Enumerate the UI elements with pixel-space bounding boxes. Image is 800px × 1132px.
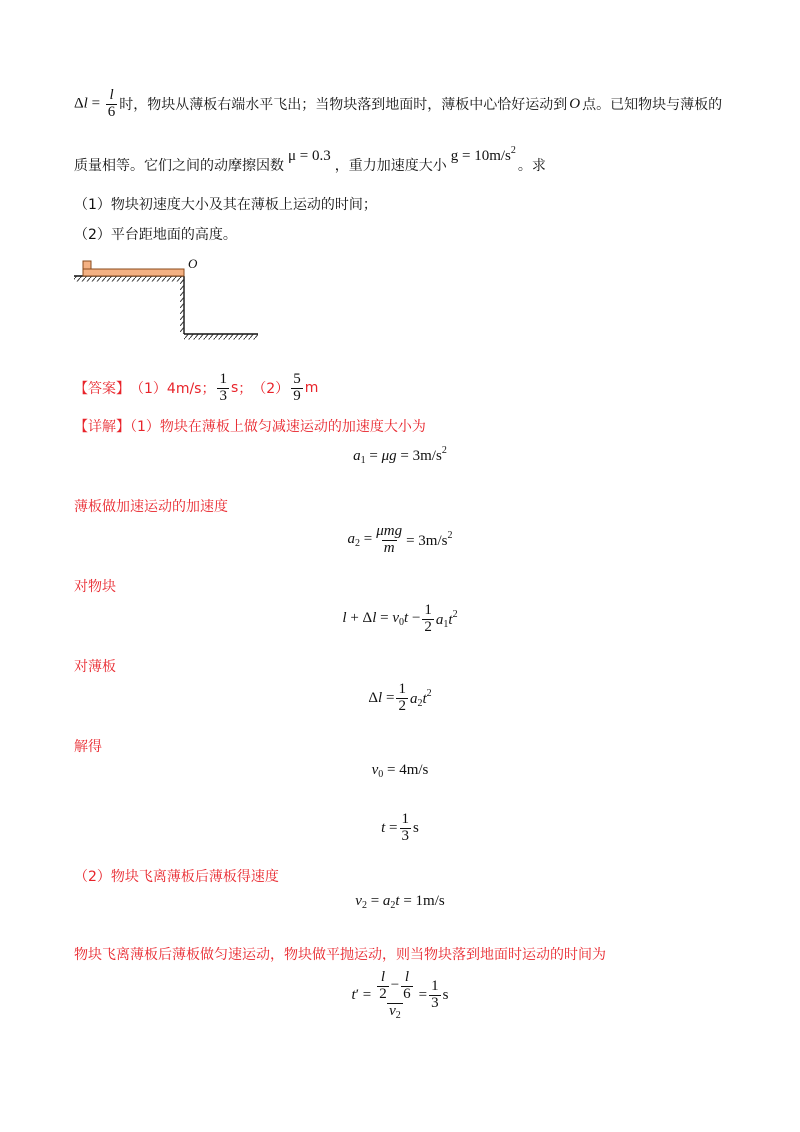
small-block [83,261,91,269]
solution-step-2: 薄板做加速运动的加速度 [74,499,228,515]
g-expression: $g = 10m/s^2$ [450,145,516,164]
equation-t-prime: t′ = $\frac{l}{2}$ − $\frac{l}{6}$ $v_2$ = $\frac{1}{3}$ s [351,969,449,1021]
equation-v0: $v_0 = 4m/s$ [371,762,429,780]
delta-l-expression: Δl = $\frac{l}{6}$ [74,86,116,120]
answer-part-2: （2） [252,381,290,397]
answer-time-unit: s [230,380,239,396]
solution-step-7: 物块飞离薄板后薄板做匀速运动，物块做平抛运动，则当物块落到地面时运动的时间为 [74,947,606,963]
answer-tag: 【答案】 [74,381,130,397]
solution-step-6: （2）物块飞离薄板后薄板得速度 [74,869,279,885]
answer-part-1: （1）4m/s； [130,381,216,397]
solution-step-5: 解得 [74,739,102,755]
platform-wall [180,276,184,334]
answer-line [74,368,318,408]
ground-floor [184,334,258,340]
answer-height-fraction: $\frac{5}{9}$ [293,370,301,404]
platform-ground [74,276,184,282]
problem-line-1 [74,84,722,124]
question-1: （1）物块初速度大小及其在薄板上运动的时间； [74,197,377,213]
equation-t: t = $\frac{1}{3}$ s [381,811,419,844]
problem-line-2 [74,145,546,175]
solution-step-1 [74,416,426,436]
solution-step-4: 对薄板 [74,659,116,675]
equation-block-displacement: $l + \Delta l = v_0t$ − $\frac{1}{2}$ $a_1t^2$ [342,602,458,635]
answer-height-unit: m [304,380,319,396]
figure-point-o: O [188,256,198,271]
solution-tag: 【详解】 [74,419,130,435]
equation-a2: $a_2$ = $\frac{\text{μmg}}{m}$ = $3m/s^2$ [347,523,453,556]
equation-plank-displacement: Δl = $\frac{1}{2}$ $a_2t^2$ [368,681,432,714]
solution-step-3: 对物块 [74,579,116,595]
point-o-label: O [569,95,581,112]
problem-line-2-mid: ，重力加速度大小 [334,158,447,174]
question-2: （2）平台距地面的高度。 [74,227,237,243]
problem-line-2-head: 质量相等。它们之间的动摩擦因数 [74,158,284,174]
equation-v2: $v_2 = a_2t = 1m/s$ [355,893,445,911]
thin-plank [83,269,184,276]
problem-line-2-tail: 。求 [517,158,546,174]
problem-line-1-tail: 点。已知物块与薄板的 [582,97,723,113]
solution-step-1-text: （1）物块在薄板上做匀减速运动的加速度大小为 [130,419,426,435]
equation-a1: $a_1 = \mu g = 3m/s^2$ [353,445,447,466]
answer-separator: ； [238,381,253,397]
answer-time-fraction: $\frac{1}{3}$ [219,370,227,404]
platform-figure [70,254,270,340]
mu-expression: μ = 0.3 [288,148,331,164]
problem-line-1-head: 时，物块从薄板右端水平飞出；当物块落到地面时，薄板中心恰好运动到 [119,97,568,113]
